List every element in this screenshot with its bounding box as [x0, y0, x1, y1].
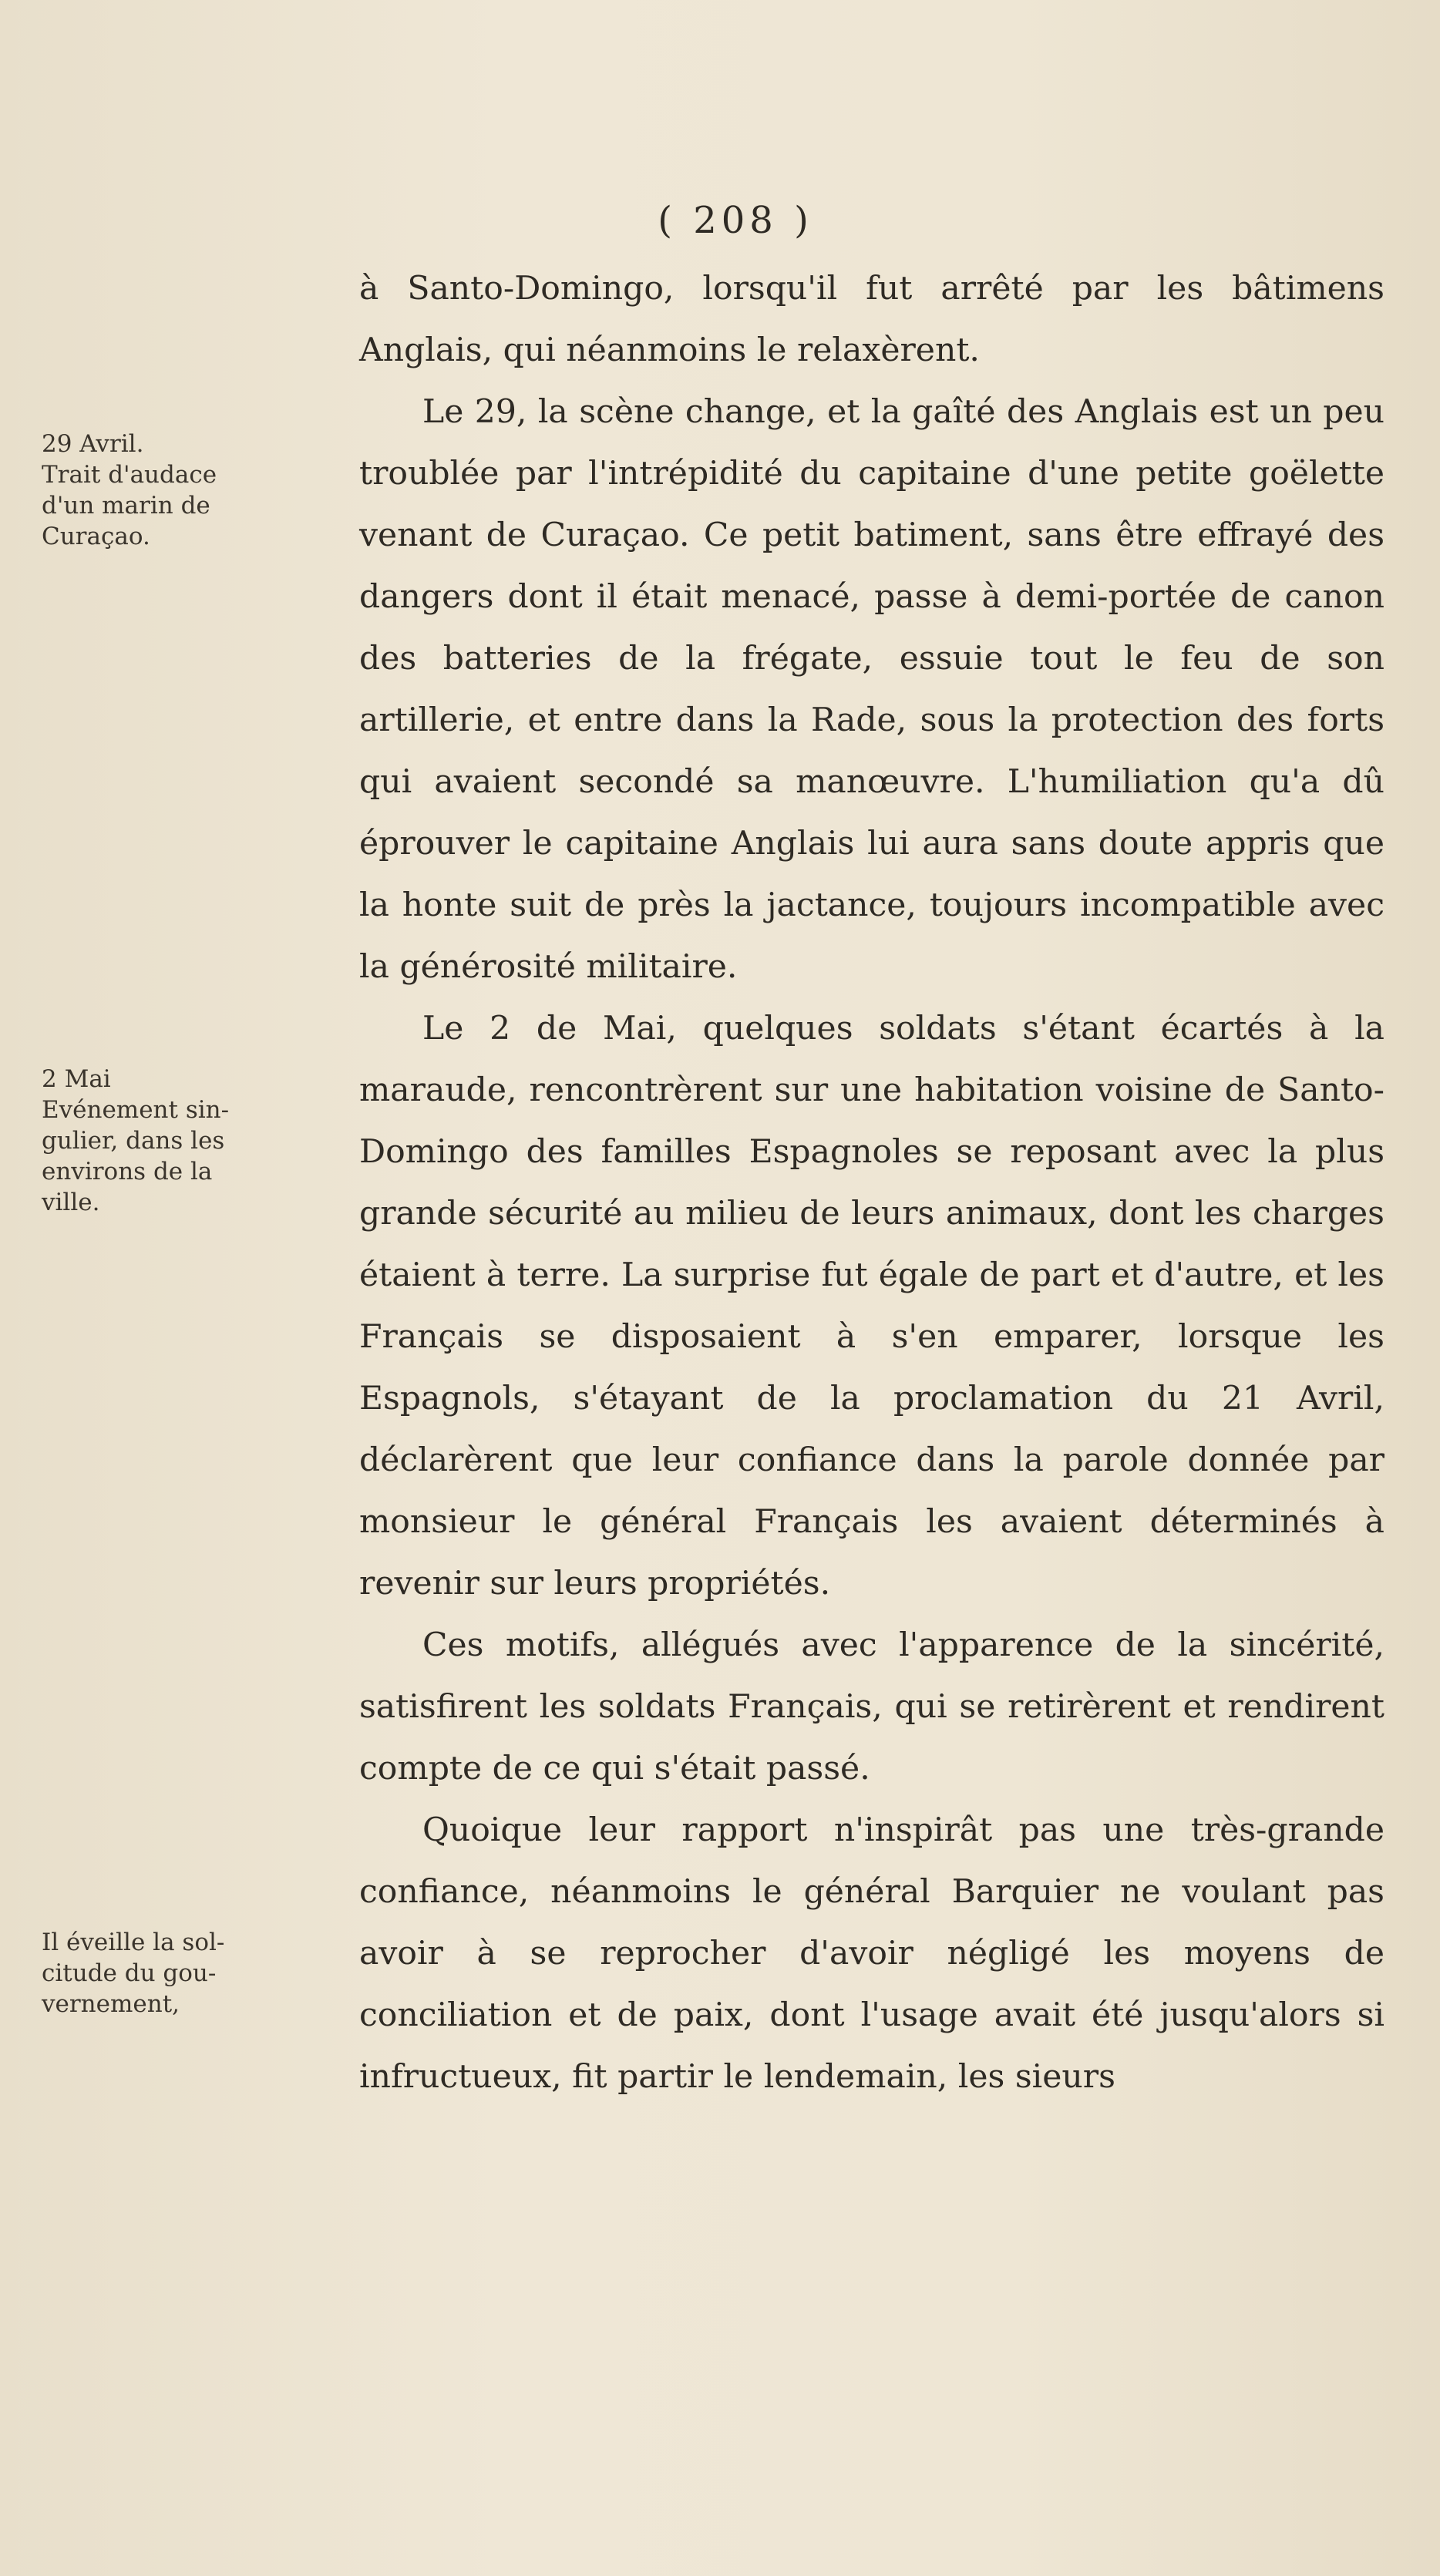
marginal-note-line: vernement,: [42, 1990, 180, 2018]
paragraph-april-29: Le 29, la scène change, et la gaîté des Anglais est un peu troublée par l'intrépidité du capitaine d'une petite goëlette venant de Curaçao. Ce petit batiment, sans être effrayé des dangers dont il était menacé, passe à demi-portée de canon des batteries de la frégate, essuie tout le feu de son artillerie, et entre dans la Rade, sous la protection des forts qui avaient secondé sa manœuvre. L'humiliation qu'a dû éprouver le capitaine Anglais lui aura sans doute appris que la honte suit de près la jactance, toujours incompatible avec la générosité militaire.: [359, 393, 1384, 986]
marginal-note-line: Evénement sin-: [42, 1096, 230, 1124]
page-number: ( 208 ): [658, 199, 813, 242]
marginal-note-line: citude du gou-: [42, 1959, 217, 1987]
marginal-note-line: 2 Mai: [42, 1065, 111, 1093]
paragraph-barquier: Quoique leur rapport n'inspirât pas une très-grande confiance, néanmoins le général Barquier ne voulant pas avoir à se reprocher d'avoir négligé les moyens de conciliation et de paix, dont l'usage avait été jusqu'alors si infructueux, fit partir le lendemain, les sieurs: [359, 1811, 1384, 2096]
paragraph-continuation: à Santo-Domingo, lorsqu'il fut arrêté par les bâtimens Anglais, qui néanmoins le relaxèrent.: [359, 270, 1384, 369]
marginal-note-line: 29 Avril.: [42, 430, 144, 458]
marginal-note-may-2: [42, 1064, 335, 1218]
marginal-note-april-29: [42, 429, 335, 552]
marginal-note-line: gulier, dans les: [42, 1127, 225, 1155]
marginal-note-line: d'un marin de: [42, 492, 210, 520]
paragraph-may-2: Le 2 de Mai, quelques soldats s'étant écartés à la maraude, rencontrèrent sur une habitation voisine de Santo-Domingo des familles Espagnoles se reposant avec la plus grande sécurité au milieu de leurs animaux, dont les charges étaient à terre. La surprise fut égale de part et d'autre, et les Français se disposaient à s'en emparer, lorsque les Espagnols, s'étayant de la proclamation du 21 Avril, déclarèrent que leur confiance dans la parole donnée par monsieur le général Français les avaient déterminés à revenir sur leurs propriétés.: [359, 1010, 1384, 1602]
marginal-note-line: Curaçao.: [42, 523, 150, 550]
marginal-note-line: Il éveille la sol-: [42, 1929, 225, 1956]
marginal-note-line: Trait d'audace: [42, 461, 217, 489]
marginal-note-government: [42, 1927, 335, 2019]
paragraph-motives: Ces motifs, allégués avec l'apparence de la sincérité, satisfirent les soldats Français, qui se retirèrent et rendirent compte de ce qui s'était passé.: [359, 1626, 1384, 1787]
main-text: [359, 258, 1384, 2108]
marginal-note-line: environs de la: [42, 1158, 213, 1185]
marginal-note-line: ville.: [42, 1189, 100, 1216]
